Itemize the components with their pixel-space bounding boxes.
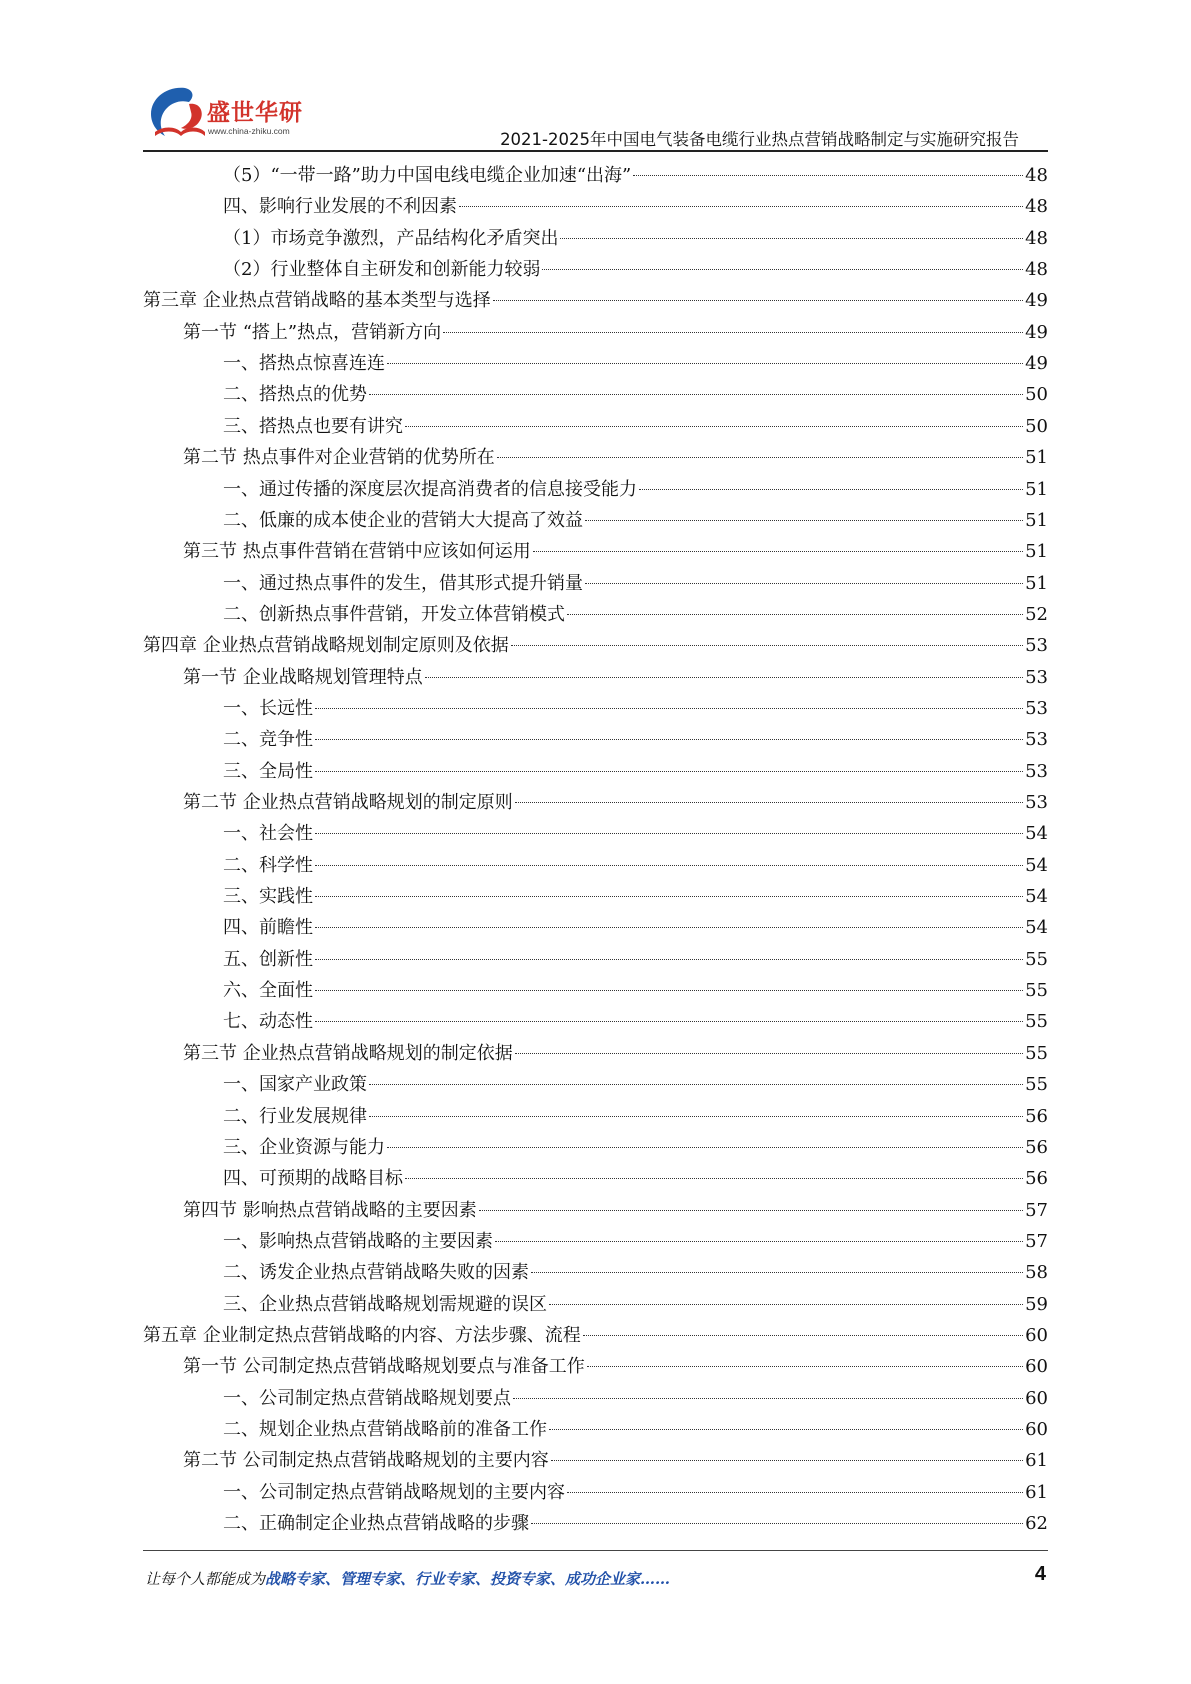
toc-entry-label: 第五章 企业制定热点营销战略的内容、方法步骤、流程 (143, 1324, 581, 1346)
toc-entry-label: 一、影响热点营销战略的主要因素 (223, 1230, 493, 1252)
toc-entry-page: 61 (1025, 1450, 1048, 1472)
toc-entry-label: 二、搭热点的优势 (223, 384, 367, 406)
toc-entry-label: 三、实践性 (223, 886, 313, 908)
toc-dot-leader (495, 1241, 1023, 1242)
toc-entry[interactable] (223, 1289, 1048, 1320)
toc-entry-label: （5）“一带一路”助力中国电线电缆企业加速“出海” (223, 165, 632, 186)
toc-dot-leader (387, 363, 1023, 364)
toc-entry-page: 55 (1025, 980, 1048, 1002)
toc-dot-leader (585, 583, 1023, 584)
toc-entry-page: 53 (1025, 666, 1048, 688)
toc-dot-leader (479, 1210, 1023, 1211)
toc-entry[interactable] (223, 693, 1048, 724)
toc-entry-page: 55 (1025, 1074, 1048, 1096)
toc-entry-label: 四、可预期的战略目标 (223, 1168, 403, 1190)
toc-dot-leader (549, 1429, 1023, 1430)
toc-entry[interactable] (183, 536, 1048, 567)
toc-entry-page: 48 (1025, 227, 1048, 249)
toc-entry-page: 51 (1025, 541, 1048, 563)
toc-entry-page: 49 (1025, 321, 1048, 343)
toc-entry-page: 51 (1025, 478, 1048, 500)
toc-entry-label: 一、社会性 (223, 823, 313, 845)
toc-entry-label: 三、全局性 (223, 760, 313, 782)
toc-dot-leader (585, 520, 1023, 521)
toc-dot-leader (315, 896, 1023, 897)
toc-entry[interactable] (223, 850, 1048, 881)
toc-dot-leader (425, 677, 1023, 678)
toc-entry-page: 55 (1025, 948, 1048, 970)
toc-entry[interactable] (223, 724, 1048, 755)
toc-dot-leader (315, 959, 1023, 960)
toc-entry[interactable] (183, 317, 1048, 348)
toc-entry-page: 49 (1025, 290, 1048, 312)
logo-text: 盛世华研 (207, 100, 303, 126)
toc-entry-label: 二、创新热点事件营销，开发立体营销模式 (223, 603, 565, 625)
toc-entry[interactable] (223, 379, 1048, 410)
footer-slogan-prefix: 让每个人都能成为 (145, 1570, 266, 1588)
toc-entry-page: 50 (1025, 384, 1048, 406)
toc-entry-page: 60 (1025, 1356, 1048, 1378)
toc-entry[interactable] (223, 1414, 1048, 1445)
toc-entry[interactable] (183, 1038, 1048, 1069)
toc-dot-leader (533, 551, 1023, 552)
toc-entry-page: 56 (1025, 1105, 1048, 1127)
toc-dot-leader (633, 175, 1023, 176)
toc-entry-page: 57 (1025, 1230, 1048, 1252)
toc-entry-page: 48 (1025, 165, 1048, 186)
toc-entry-page: 49 (1025, 353, 1048, 375)
toc-entry-label: 一、国家产业政策 (223, 1074, 367, 1096)
toc-entry[interactable] (223, 1257, 1048, 1288)
toc-entry-label: 第四章 企业热点营销战略规划制定原则及依据 (143, 635, 509, 657)
toc-entry[interactable] (223, 818, 1048, 849)
toc-entry[interactable] (183, 1351, 1048, 1382)
toc-entry-page: 54 (1025, 823, 1048, 845)
toc-entry-label: 三、搭热点也要有讲究 (223, 415, 403, 437)
toc-entry-label: 第四节 影响热点营销战略的主要因素 (183, 1199, 477, 1221)
page-header (0, 0, 1191, 160)
toc-entry-label: 第二节 公司制定热点营销战略规划的主要内容 (183, 1450, 549, 1472)
toc-entry[interactable] (223, 975, 1048, 1006)
toc-dot-leader (369, 394, 1023, 395)
toc-entry-page: 50 (1025, 415, 1048, 437)
toc-entry[interactable] (223, 1069, 1048, 1100)
toc-entry[interactable] (183, 442, 1048, 473)
toc-entry-page: 53 (1025, 760, 1048, 782)
company-logo (145, 82, 315, 148)
toc-entry-page: 61 (1025, 1481, 1048, 1503)
toc-entry[interactable] (223, 348, 1048, 379)
toc-entry-page: 53 (1025, 729, 1048, 751)
toc-entry[interactable] (223, 599, 1048, 630)
toc-dot-leader (497, 457, 1023, 458)
toc-dot-leader (315, 833, 1023, 834)
footer-slogan-emphasis: 战略专家、管理专家、行业专家、投资专家、成功企业家…… (265, 1570, 671, 1588)
toc-dot-leader (369, 1116, 1023, 1117)
toc-entry-page: 53 (1025, 697, 1048, 719)
toc-entry-page: 54 (1025, 854, 1048, 876)
toc-entry-label: 二、行业发展规律 (223, 1105, 367, 1127)
toc-dot-leader (315, 990, 1023, 991)
toc-entry-label: 六、全面性 (223, 980, 313, 1002)
toc-entry-page: 54 (1025, 917, 1048, 939)
toc-entry-page: 57 (1025, 1199, 1048, 1221)
toc-entry-label: 四、前瞻性 (223, 917, 313, 939)
toc-entry-page: 51 (1025, 447, 1048, 469)
toc-entry-label: 第三节 企业热点营销战略规划的制定依据 (183, 1042, 513, 1064)
toc-dot-leader (567, 614, 1023, 615)
toc-dot-leader (515, 802, 1023, 803)
toc-entry-page: 59 (1025, 1293, 1048, 1315)
toc-dot-leader (493, 300, 1023, 301)
toc-dot-leader (567, 1492, 1023, 1493)
toc-dot-leader (583, 1335, 1023, 1336)
toc-entry[interactable] (183, 1195, 1048, 1226)
toc-entry-label: 二、竞争性 (223, 729, 313, 751)
toc-dot-leader (549, 1304, 1023, 1305)
toc-dot-leader (315, 708, 1023, 709)
toc-entry-label: 二、规划企业热点营销战略前的准备工作 (223, 1419, 547, 1440)
toc-entry[interactable] (183, 1445, 1048, 1476)
toc-dot-leader (515, 1053, 1023, 1054)
toc-entry[interactable] (223, 191, 1048, 222)
page-number: 4 (1034, 1563, 1046, 1585)
report-title: 2021-2025年中国电气装备电缆行业热点营销战略制定与实施研究报告 (500, 130, 1019, 149)
header-divider (143, 150, 1048, 152)
toc-dot-leader (531, 1523, 1023, 1524)
toc-entry-page: 60 (1025, 1387, 1048, 1409)
toc-dot-leader (315, 739, 1023, 740)
toc-entry-page: 58 (1025, 1262, 1048, 1284)
toc-entry-page: 60 (1025, 1419, 1048, 1440)
toc-entry-label: 一、长远性 (223, 697, 313, 719)
toc-entry-page: 51 (1025, 509, 1048, 531)
toc-entry-label: 一、搭热点惊喜连连 (223, 353, 385, 375)
toc-entry[interactable] (223, 474, 1048, 505)
toc-dot-leader (542, 269, 1023, 270)
toc-entry-label: 二、正确制定企业热点营销战略的步骤 (223, 1513, 529, 1535)
toc-entry-label: 第一节 “搭上”热点，营销新方向 (183, 321, 442, 343)
toc-entry-label: 一、公司制定热点营销战略规划的主要内容 (223, 1481, 565, 1503)
toc-entry-label: （2）行业整体自主研发和创新能力较弱 (223, 259, 541, 281)
toc-dot-leader (315, 927, 1023, 928)
logo-emblem-icon (145, 82, 207, 142)
toc-dot-leader (459, 206, 1023, 207)
toc-entry-label: 第三节 热点事件营销在营销中应该如何运用 (183, 541, 531, 563)
toc-entry-label: （1）市场竞争激烈，产品结构化矛盾突出 (223, 227, 559, 249)
toc-entry-label: 四、影响行业发展的不利因素 (223, 196, 457, 218)
toc-dot-leader (531, 1272, 1023, 1273)
logo-url: www.china-zhiku.com (208, 126, 290, 136)
toc-entry-label: 三、企业资源与能力 (223, 1136, 385, 1158)
toc-entry[interactable] (223, 912, 1048, 943)
toc-entry[interactable] (223, 1383, 1048, 1414)
toc-entry-page: 53 (1025, 792, 1048, 813)
toc-entry-page: 55 (1025, 1042, 1048, 1064)
toc-entry-label: 二、低廉的成本使企业的营销大大提高了效益 (223, 509, 583, 531)
toc-entry-label: 第一节 企业战略规划管理特点 (183, 666, 423, 688)
toc-dot-leader (587, 1366, 1023, 1367)
toc-entry[interactable] (223, 1006, 1048, 1037)
toc-entry[interactable] (223, 568, 1048, 599)
toc-dot-leader (405, 1178, 1023, 1179)
toc-entry-label: 第二节 热点事件对企业营销的优势所在 (183, 447, 495, 469)
toc-entry[interactable] (223, 1477, 1048, 1508)
toc-entry[interactable] (143, 1320, 1048, 1351)
toc-entry-label: 一、通过传播的深度层次提高消费者的信息接受能力 (223, 478, 637, 500)
toc-entry[interactable] (223, 254, 1048, 285)
toc-dot-leader (315, 1021, 1023, 1022)
toc-entry-page: 53 (1025, 635, 1048, 657)
toc-dot-leader (513, 1398, 1023, 1399)
toc-entry-label: 三、企业热点营销战略规划需规避的误区 (223, 1293, 547, 1315)
toc-dot-leader (369, 1084, 1023, 1085)
toc-entry-label: 七、动态性 (223, 1011, 313, 1033)
toc-entry-label: 第三章 企业热点营销战略的基本类型与选择 (143, 290, 491, 312)
toc-dot-leader (443, 332, 1023, 333)
toc-entry-label: 五、创新性 (223, 948, 313, 970)
toc-entry[interactable] (183, 787, 1048, 818)
toc-entry-page: 54 (1025, 886, 1048, 908)
toc-entry[interactable] (223, 160, 1048, 191)
toc-dot-leader (511, 645, 1023, 646)
toc-entry-page: 48 (1025, 259, 1048, 281)
toc-entry-label: 二、科学性 (223, 854, 313, 876)
toc-entry[interactable] (143, 285, 1048, 316)
toc-entry-label: 第二节 企业热点营销战略规划的制定原则 (183, 792, 513, 813)
toc-entry[interactable] (223, 223, 1048, 254)
toc-entry-page: 51 (1025, 572, 1048, 594)
toc-dot-leader (315, 865, 1023, 866)
toc-entry-page: 48 (1025, 196, 1048, 218)
toc-dot-leader (387, 1147, 1023, 1148)
toc-entry[interactable] (223, 1101, 1048, 1132)
toc-entry[interactable] (223, 1508, 1048, 1539)
toc-entry[interactable] (223, 1132, 1048, 1163)
toc-entry[interactable] (183, 662, 1048, 693)
toc-entry-page: 55 (1025, 1011, 1048, 1033)
toc-entry[interactable] (223, 1226, 1048, 1257)
toc-entry[interactable] (223, 505, 1048, 536)
toc-dot-leader (405, 426, 1023, 427)
toc-dot-leader (315, 771, 1023, 772)
toc-entry-page: 56 (1025, 1136, 1048, 1158)
toc-entry[interactable] (223, 1163, 1048, 1194)
toc-entry-label: 一、公司制定热点营销战略规划要点 (223, 1387, 511, 1409)
toc-entry-page: 60 (1025, 1324, 1048, 1346)
toc-entry[interactable] (223, 944, 1048, 975)
toc-entry-label: 一、通过热点事件的发生，借其形式提升销量 (223, 572, 583, 594)
toc-entry[interactable] (223, 411, 1048, 442)
toc-entry[interactable] (223, 881, 1048, 912)
toc-entry-label: 二、诱发企业热点营销战略失败的因素 (223, 1262, 529, 1284)
toc-entry-page: 56 (1025, 1168, 1048, 1190)
toc-entry-page: 62 (1025, 1513, 1048, 1535)
toc-entry[interactable] (223, 756, 1048, 787)
toc-dot-leader (551, 1460, 1023, 1461)
toc-entry-page: 52 (1025, 603, 1048, 625)
toc-dot-leader (639, 489, 1023, 490)
footer-slogan (145, 1568, 670, 1589)
toc-dot-leader (560, 238, 1023, 239)
toc-entry-label: 第一节 公司制定热点营销战略规划要点与准备工作 (183, 1356, 585, 1378)
footer-divider (143, 1550, 1048, 1551)
toc-entry[interactable] (143, 630, 1048, 661)
